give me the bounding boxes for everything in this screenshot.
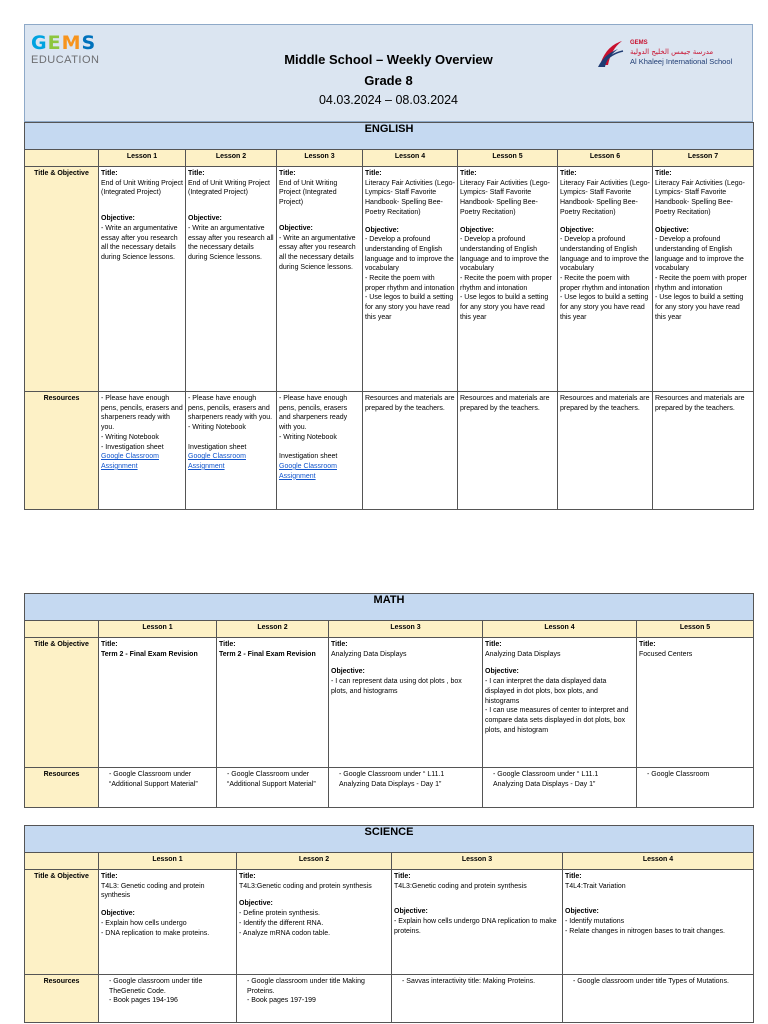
math-lesson-cell (217, 638, 329, 768)
english-resource-cell (277, 392, 363, 510)
science-lesson-cell (563, 870, 754, 975)
google-classroom-link[interactable]: Google Classroom Assignment (188, 453, 246, 470)
math-lesson-cell (329, 638, 483, 768)
resource-text: - Google Classroom under “ L11.1 Analyzing Data Displays - Day 1” (339, 771, 445, 788)
lesson-title: End of Unit Writing Project (Integrated Project) (188, 179, 270, 197)
science-lesson-cell (392, 870, 563, 975)
lesson-objective: - Define protein synthesis. - Identify the different RNA. - Analyze mRNA codon table. (239, 910, 331, 937)
english-lesson-header: Lesson 4 (363, 150, 458, 167)
lesson-title: Literacy Fair Activities (Lego-Lympics- Staff Favorite Handbook- Spelling Bee- Poetry Recitation) (655, 179, 745, 216)
science-resource-cell (563, 975, 754, 1023)
science-lesson-header: Lesson 3 (392, 853, 563, 870)
science-lesson-cell (237, 870, 392, 975)
english-lesson-header: Lesson 7 (653, 150, 754, 167)
lesson-title: T4L4:Trait Variation (565, 882, 626, 890)
page-header (24, 24, 753, 122)
resource-text: - Google classroom under title Types of Mutations. (573, 978, 729, 985)
title-label: Title: (279, 170, 296, 177)
english-resource-cell (458, 392, 558, 510)
science-lesson-cell (99, 870, 237, 975)
lesson-title: T4L3:Genetic coding and protein synthesis (394, 882, 527, 890)
lesson-objective: - Develop a profound understanding of English language and to improve the vocabulary - Recite the poem with proper rhythm and intonation - Use legos to build a setting for any story you have read this year (560, 236, 650, 321)
title-label: Title: (188, 170, 205, 177)
lesson-title: End of Unit Writing Project (Integrated Project) (101, 179, 183, 197)
objective-label: Objective: (655, 226, 689, 234)
google-classroom-link[interactable]: Google Classroom Assignment (101, 453, 159, 470)
page-title: Middle School – Weekly Overview (284, 52, 493, 67)
title-label: Title: (460, 170, 477, 177)
english-lesson-header: Lesson 3 (277, 150, 363, 167)
objective-label: Objective: (560, 226, 594, 234)
lesson-objective: - Write an argumentative essay after you research all the necessary details during Science lessons. (188, 224, 274, 261)
science-lesson-header: Lesson 1 (99, 853, 237, 870)
math-resource-cell (99, 768, 217, 808)
title-label: Title: (365, 170, 382, 177)
lesson-title: Term 2 - Final Exam Revision (101, 650, 198, 658)
lesson-title: Literacy Fair Activities (Lego-Lympics- Staff Favorite Handbook- Spelling Bee- Poetry Recitation) (460, 179, 550, 216)
resource-text: - Please have enough pens, pencils, erasers and sharpeners ready with you. - Writing Notebook - Investigation sheet (101, 395, 183, 451)
science-heading: SCIENCE (25, 826, 754, 853)
lesson-objective: - Write an argumentative essay after you research all the necessary details during Science lessons. (101, 224, 178, 261)
objective-label: Objective: (239, 900, 273, 908)
title-label: Title: (331, 641, 348, 648)
math-lesson-header: Lesson 1 (99, 621, 217, 638)
science-resources-label: Resources (25, 975, 99, 1023)
school-english-name: Al Khaleej International School (630, 57, 733, 66)
english-lesson-cell (363, 167, 458, 392)
title-label: Title: (560, 170, 577, 177)
resource-text: - Savvas interactivity title: Making Proteins. (402, 978, 536, 985)
english-resource-cell (558, 392, 653, 510)
objective-label: Objective: (485, 668, 519, 676)
english-corner-cell (25, 150, 99, 167)
resource-text: - Please have enough pens, pencils, erasers and sharpeners ready with you. - Writing Notebook Investigation sheet (188, 395, 273, 451)
math-lesson-cell (637, 638, 754, 768)
lesson-title: End of Unit Writing Project (Integrated Project) (279, 179, 338, 207)
math-lesson-cell (483, 638, 637, 768)
resource-text: - Google Classroom under “Additional Support Material” (227, 771, 316, 788)
title-label: Title: (239, 873, 256, 880)
english-lesson-cell (277, 167, 363, 392)
title-label: Title: (655, 170, 672, 177)
science-title-objective-label: Title & Objective (25, 870, 99, 975)
objective-label: Objective: (394, 908, 428, 916)
objective-label: Objective: (565, 908, 599, 916)
lesson-title: Analyzing Data Displays (331, 650, 407, 658)
math-resource-cell (217, 768, 329, 808)
math-lesson-header: Lesson 2 (217, 621, 329, 638)
english-lesson-header: Lesson 6 (558, 150, 653, 167)
objective-label: Objective: (331, 668, 365, 676)
english-lesson-cell (653, 167, 754, 392)
title-label: Title: (219, 641, 236, 648)
lesson-objective: - Develop a profound understanding of English language and to improve the vocabulary - Recite the poem with proper rhythm and intonation - Use legos to build a setting for any story you have read this year (365, 236, 455, 321)
al-khaleej-logo (596, 39, 746, 73)
resource-text: - Google classroom under title TheGenetic Code. - Book pages 194-196 (109, 978, 203, 1005)
resource-text: - Google classroom under title Making Proteins. - Book pages 197-199 (247, 978, 365, 1005)
math-resource-cell (637, 768, 754, 808)
objective-label: Objective: (279, 224, 313, 232)
math-lesson-header: Lesson 3 (329, 621, 483, 638)
google-classroom-link[interactable]: Google Classroom Assignment (279, 462, 337, 480)
school-gems-label: GEMS (630, 40, 648, 46)
science-lesson-header: Lesson 2 (237, 853, 392, 870)
school-arabic-name: مدرسة جيمس الخليج الدولية (630, 48, 714, 56)
english-lesson-cell (186, 167, 277, 392)
lesson-objective: - Develop a profound understanding of English language and to improve the vocabulary - Recite the poem with proper rhythm and intonation - Use legos to build a setting for any story you have read this year (460, 236, 552, 321)
resource-text: Resources and materials are prepared by the teachers. (655, 395, 745, 412)
lesson-objective: - Write an argumentative essay after you research all the necessary details during Science lessons. (279, 234, 356, 271)
math-resource-cell (329, 768, 483, 808)
grade-title: Grade 8 (364, 73, 413, 88)
english-resource-cell (186, 392, 277, 510)
english-lesson-header: Lesson 5 (458, 150, 558, 167)
science-resource-cell (99, 975, 237, 1023)
lesson-objective: - Explain how cells undergo - DNA replication to make proteins. (101, 919, 210, 937)
science-table (24, 825, 754, 1023)
title-label: Title: (394, 873, 411, 880)
title-label: Title: (101, 641, 118, 648)
objective-label: Objective: (188, 215, 222, 223)
english-table (24, 122, 754, 510)
objective-label: Objective: (101, 215, 135, 223)
math-title-objective-label: Title & Objective (25, 638, 99, 768)
math-lesson-header: Lesson 5 (637, 621, 754, 638)
resource-text: - Google Classroom (647, 771, 710, 778)
resource-text: - Please have enough pens, pencils, erasers and sharpeners ready with you. - Writing Notebook Investigation sheet (279, 395, 348, 461)
math-lesson-cell (99, 638, 217, 768)
lesson-objective: - I can interpret the data displayed data displayed in dot plots, box plots, and histograms - I can use measures of center to interpret and compare data sets displayed in dot plots, box plots, and histogram (485, 678, 629, 734)
english-heading: ENGLISH (25, 123, 754, 150)
english-lesson-header: Lesson 2 (186, 150, 277, 167)
resource-text: Resources and materials are prepared by the teachers. (460, 395, 550, 412)
week-dates: 04.03.2024 – 08.03.2024 (318, 93, 459, 107)
lesson-objective: - I can represent data using dot plots , box plots, and histograms (331, 678, 462, 695)
title-label: Title: (565, 873, 582, 880)
title-label: Title: (639, 641, 656, 648)
title-label: Title: (485, 641, 502, 648)
english-resources-label: Resources (25, 392, 99, 510)
resource-text: Resources and materials are prepared by the teachers. (365, 395, 455, 412)
resource-text: - Google Classroom under “Additional Support Material” (109, 771, 198, 788)
english-resource-cell (363, 392, 458, 510)
math-lesson-header: Lesson 4 (483, 621, 637, 638)
math-resources-label: Resources (25, 768, 99, 808)
english-lesson-cell (458, 167, 558, 392)
objective-label: Objective: (460, 226, 494, 234)
math-corner-cell (25, 621, 99, 638)
resource-text: - Google Classroom under “ L11.1 Analyzing Data Displays - Day 1” (493, 771, 599, 788)
science-resource-cell (392, 975, 563, 1023)
english-title-objective-label: Title & Objective (25, 167, 99, 392)
lesson-title: Literacy Fair Activities (Lego-Lympics- Staff Favorite Handbook- Spelling Bee- Poetry Recitation) (560, 179, 650, 216)
gems-logo-word: GEMS (31, 32, 97, 54)
lesson-title: Analyzing Data Displays (485, 650, 561, 658)
science-resource-cell (237, 975, 392, 1023)
science-corner-cell (25, 853, 99, 870)
objective-label: Objective: (365, 226, 399, 234)
lesson-title: Focused Centers (639, 650, 693, 658)
lesson-title: Literacy Fair Activities (Lego-Lympics- Staff Favorite Handbook- Spelling Bee- Poetry Recitation) (365, 179, 455, 216)
gems-logo-subtitle: EDUCATION (31, 54, 100, 66)
lesson-title: T4L3:Genetic coding and protein synthesis (239, 882, 372, 890)
math-heading: MATH (25, 594, 754, 621)
lesson-objective: - Identify mutations - Relate changes in nitrogen bases to trait changes. (565, 918, 725, 935)
english-lesson-cell (99, 167, 186, 392)
title-label: Title: (101, 873, 118, 880)
title-label: Title: (101, 170, 118, 177)
lesson-title: Term 2 - Final Exam Revision (219, 650, 316, 658)
math-resource-cell (483, 768, 637, 808)
math-table (24, 593, 754, 808)
english-resource-cell (99, 392, 186, 510)
english-lesson-cell (558, 167, 653, 392)
lesson-title: T4L3: Genetic coding and protein synthesis (101, 882, 205, 900)
lesson-objective: - Explain how cells undergo DNA replication to make proteins. (394, 918, 557, 935)
school-name-block (630, 39, 732, 66)
english-lesson-header: Lesson 1 (99, 150, 186, 167)
school-emblem-icon (596, 39, 624, 69)
resource-text: Resources and materials are prepared by the teachers. (560, 395, 650, 412)
lesson-objective: - Develop a profound understanding of English language and to improve the vocabulary - Recite the poem with proper rhythm and intonation - Use legos to build a setting for any story you have read this year (655, 236, 747, 321)
science-lesson-header: Lesson 4 (563, 853, 754, 870)
english-resource-cell (653, 392, 754, 510)
objective-label: Objective: (101, 910, 135, 918)
